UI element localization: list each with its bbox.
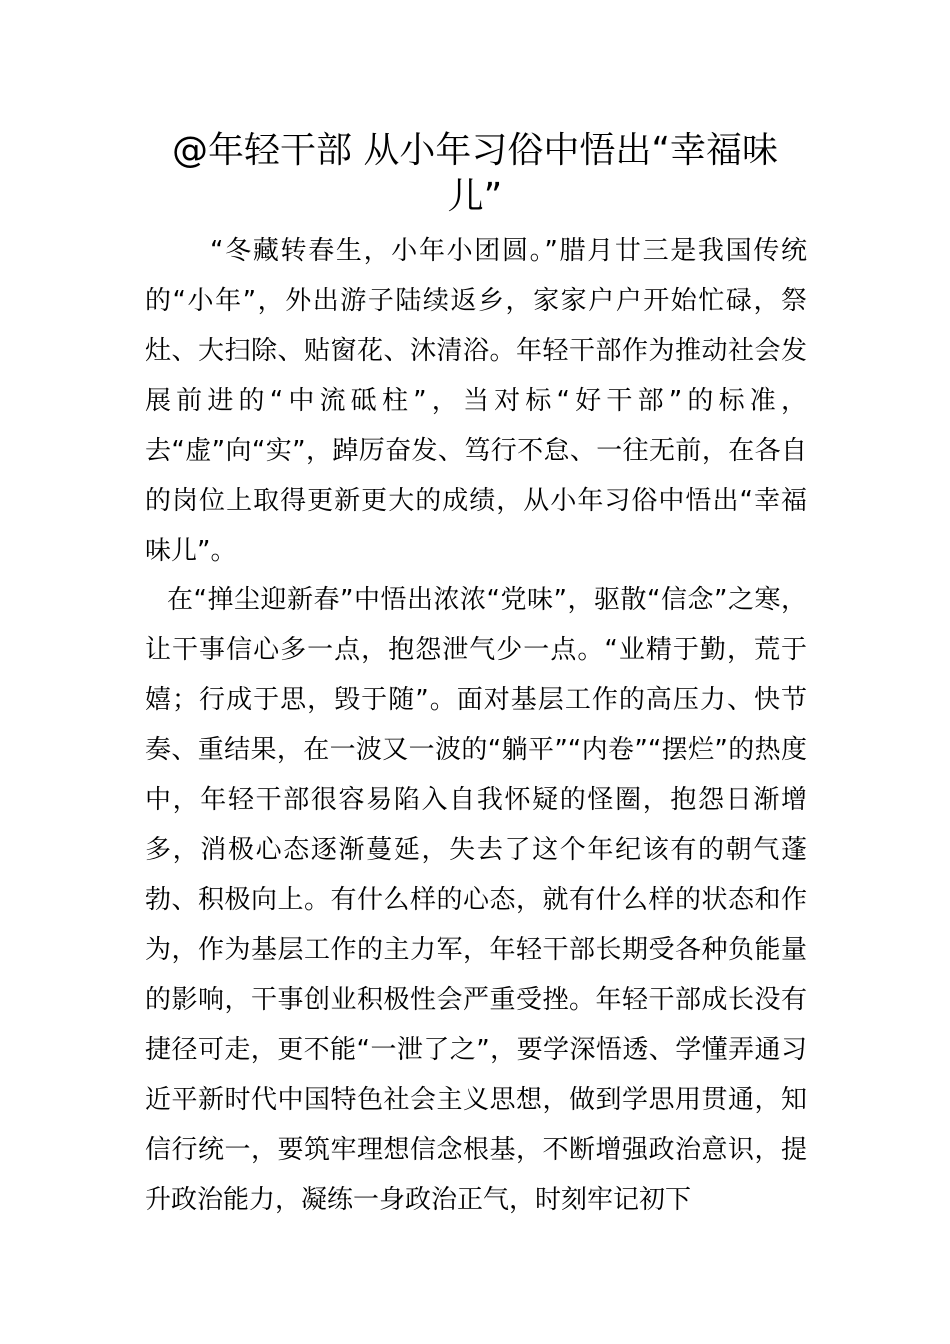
document-title: @年轻干部 从小年习俗中悟出“幸福味儿” bbox=[171, 130, 779, 217]
paragraph-2: 在“掸尘迎新春”中悟出浓浓“党味”，驱散“信念”之寒，让干事信心多一点，抱怨泄气少一点。“业精于勤，荒于嬉；行成于思，毁于随”。面对基层工作的高压力、快节奏、重结果，在一波又一波的“躺平”“内卷”“摆烂”的热度中，年轻干部很容易陷入自我怀疑的怪圈，抱怨日渐增多，消极心态逐渐蔓延，失去了这个年纪该有的朝气蓬勃、积极向上。有什么样的心态，就有什么样的状态和作为，作为基层工作的主力军，年轻干部长期受各种负能量的影响，干事创业积极性会严重受挫。年轻干部成长没有捷径可走，更不能“一泄了之”，要学深悟透、学懂弄通习近平新时代中国特色社会主义思想，做到学思用贯通，知信行统一，要筑牢理想信念根基，不断增强政治意识，提升政治能力，凝练一身政治正气，时刻牢记初下 bbox=[145, 585, 807, 1215]
paragraph-1: “冬藏转春生，小年小团圆。”腊月廿三是我国传统的“小年”，外出游子陆续返乡，家家户户开始忙碌，祭灶、大扫除、贴窗花、沐清浴。年轻干部作为推动社会发展前进的“中流砥柱”，当对标“好干部”的标准，去“虚”向“实”，踔厉奋发、笃行不怠、一往无前，在各自的岗位上取得更新更大的成绩，从小年习俗中悟出“幸福味儿”。 bbox=[145, 236, 807, 566]
